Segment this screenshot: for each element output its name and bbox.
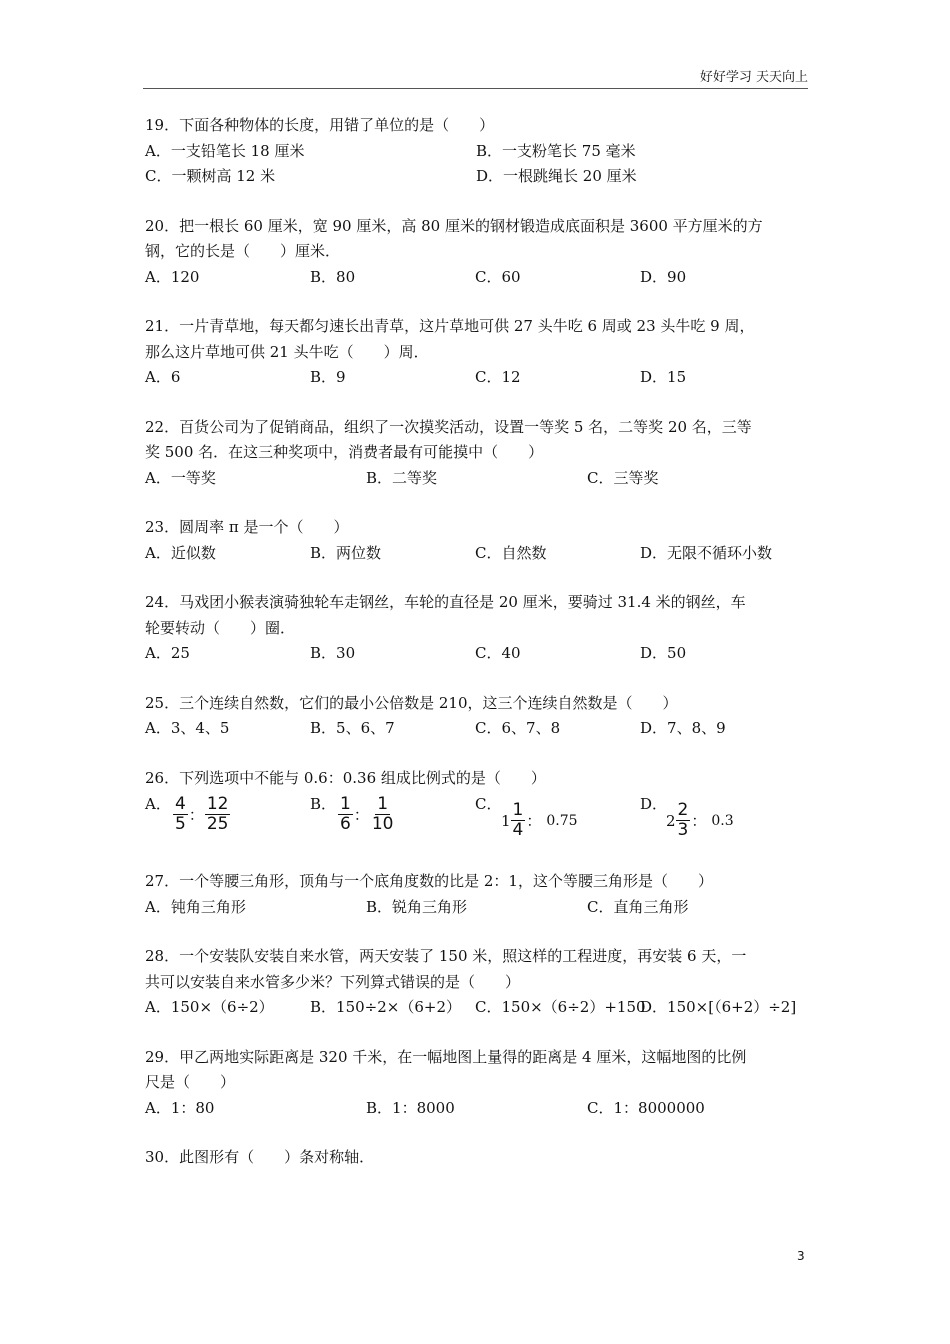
option-d: D．一根跳绳长 20 厘米 xyxy=(476,167,637,185)
option-a: A．150×（6÷2） xyxy=(145,998,274,1016)
question-stem-cont: 尺是（ ） xyxy=(145,1073,236,1091)
option-a: A．6 xyxy=(145,368,181,386)
question-22 xyxy=(145,415,810,492)
ratio-colon: ： xyxy=(353,806,369,824)
option-a: A．一支铅笔长 18 厘米 xyxy=(145,141,305,160)
option-b: B．1：8000 xyxy=(366,1098,455,1117)
question-list xyxy=(145,113,810,1195)
option-d: D．15 xyxy=(640,368,687,386)
option-d: D．150×[（6+2）÷2] xyxy=(640,998,797,1016)
numerator: 4 xyxy=(175,794,186,814)
option-b: B．锐角三角形 xyxy=(366,897,468,916)
option-c: C．150×（6÷2）+150 xyxy=(475,998,646,1016)
option-b: B．5、6、7 xyxy=(310,719,395,737)
fraction xyxy=(205,795,231,834)
ratio-value: 0.3 xyxy=(711,812,734,829)
option-b xyxy=(310,793,475,845)
page-number: 3 xyxy=(797,1249,805,1263)
question-stem: 26．下列选项中不能与 0.6：0.36 组成比例式的是（ ） xyxy=(145,768,546,787)
ratio-value: 0.75 xyxy=(546,812,578,829)
denominator: 10 xyxy=(371,814,394,834)
fraction xyxy=(338,795,353,834)
question-stem: 30．此图形有（ ）条对称轴． xyxy=(145,1148,375,1166)
question-25 xyxy=(145,691,810,742)
option-d: D．90 xyxy=(640,267,687,286)
question-20 xyxy=(145,214,810,291)
numerator: 1 xyxy=(377,794,389,814)
question-stem: 29．甲乙两地实际距离是 320 千米，在一幅地图上量得的距离是 4 厘米，这幅地图的比例 xyxy=(145,1047,747,1066)
option-c: C．直角三角形 xyxy=(587,897,689,916)
option-label: A． xyxy=(145,795,171,813)
mixed-number-whole: 1 xyxy=(501,811,511,830)
fraction xyxy=(173,795,188,834)
question-23 xyxy=(145,515,810,566)
question-stem-cont: 那么这片草地可供 21 头牛吃（ ）周． xyxy=(145,342,429,361)
question-26 xyxy=(145,766,810,846)
denominator: 25 xyxy=(206,814,229,834)
numerator: 12 xyxy=(206,794,229,814)
option-d xyxy=(640,793,805,845)
denominator: 6 xyxy=(340,814,351,834)
question-stem-cont: 轮要转动（ ）圈． xyxy=(145,618,296,637)
ratio-colon: ： xyxy=(526,812,542,830)
ratio-colon: ： xyxy=(691,812,707,830)
question-30 xyxy=(145,1145,810,1171)
option-a: A．3、4、5 xyxy=(145,719,230,737)
question-stem: 22．百货公司为了促销商品，组织了一次摸奖活动，设置一等奖 5 名，二等奖 20 名，三等 xyxy=(145,417,752,436)
option-b: B．一支粉笔长 75 毫米 xyxy=(476,141,636,160)
denominator: 5 xyxy=(175,814,186,834)
option-b: B．30 xyxy=(310,644,356,662)
numerator: 1 xyxy=(512,800,524,820)
question-24 xyxy=(145,590,810,667)
option-a: A．1：80 xyxy=(145,1098,215,1117)
question-stem-cont: 钢，它的长是（ ）厘米． xyxy=(145,242,341,260)
question-stem: 28．一个安装队安装自来水管，两天安装了 150 米，照这样的工程进度，再安装 6 天，一 xyxy=(145,947,747,965)
option-c: C．三等奖 xyxy=(587,468,659,487)
option-d: D．7、8、9 xyxy=(640,719,726,737)
fraction xyxy=(511,801,526,840)
option-a xyxy=(145,793,310,845)
question-stem: 20．把一根长 60 厘米，宽 90 厘米，高 80 厘米的钢材锻造成底面积是 3600 平方厘米的方 xyxy=(145,216,763,235)
option-b: B．150÷2×（6+2） xyxy=(310,998,461,1016)
option-d: D．无限不循环小数 xyxy=(640,543,773,562)
option-b: B．9 xyxy=(310,368,346,386)
option-c: C．1：8000000 xyxy=(587,1098,705,1117)
question-stem: 21．一片青草地，每天都匀速长出青草，这片草地可供 27 头牛吃 6 周或 23 头牛吃 9 周， xyxy=(145,317,755,335)
question-stem-cont: 共可以安装自来水管多少米？下列算式错误的是（ ） xyxy=(145,972,521,991)
numerator: 1 xyxy=(340,794,351,814)
question-stem: 27．一个等腰三角形，顶角与一个底角度数的比是 2：1，这个等腰三角形是（ ） xyxy=(145,872,713,890)
option-c: C．一颗树高 12 米 xyxy=(145,167,276,185)
option-b: B．80 xyxy=(310,267,356,286)
option-b: B．两位数 xyxy=(310,543,382,562)
option-c: C．6、7、8 xyxy=(475,719,561,737)
option-c: C．40 xyxy=(475,644,521,662)
header-motto: 好好学习 天天向上 xyxy=(699,70,808,85)
option-a: A．25 xyxy=(145,644,190,662)
option-a: A．120 xyxy=(145,267,200,286)
option-c xyxy=(475,793,640,845)
mixed-number-whole: 2 xyxy=(666,811,676,830)
question-28 xyxy=(145,944,810,1021)
option-c: C．12 xyxy=(475,368,521,386)
option-label: C． xyxy=(475,795,502,813)
option-d: D．50 xyxy=(640,644,687,662)
option-c: C．60 xyxy=(475,267,521,286)
option-b: B．二等奖 xyxy=(366,468,438,487)
option-a: A．近似数 xyxy=(145,543,216,562)
question-stem: 24．马戏团小猴表演骑独轮车走钢丝，车轮的直径是 20 厘米，要骑过 31.4 米的钢丝，车 xyxy=(145,593,746,611)
question-21 xyxy=(145,314,810,391)
option-a: A．一等奖 xyxy=(145,468,216,487)
page-header xyxy=(143,62,808,89)
ratio-colon: ： xyxy=(188,806,204,824)
question-stem: 19．下面各种物体的长度，用错了单位的是（ ） xyxy=(145,116,495,134)
option-label: D． xyxy=(640,795,668,813)
denominator: 4 xyxy=(512,820,524,840)
option-label: B． xyxy=(310,795,337,813)
question-stem-cont: 奖 500 名．在这三种奖项中，消费者最有可能摸中（ ） xyxy=(145,443,544,461)
fraction xyxy=(370,795,396,834)
question-19 xyxy=(145,113,810,190)
question-27 xyxy=(145,869,810,920)
question-stem: 25．三个连续自然数，它们的最小公倍数是 210，这三个连续自然数是（ ） xyxy=(145,693,678,712)
question-stem: 23．圆周率 π 是一个（ ） xyxy=(145,518,349,536)
numerator: 2 xyxy=(677,800,689,820)
question-29 xyxy=(145,1045,810,1122)
fraction xyxy=(676,801,691,840)
option-a: A．钝角三角形 xyxy=(145,897,246,916)
denominator: 3 xyxy=(677,820,689,840)
option-c: C．自然数 xyxy=(475,543,547,562)
